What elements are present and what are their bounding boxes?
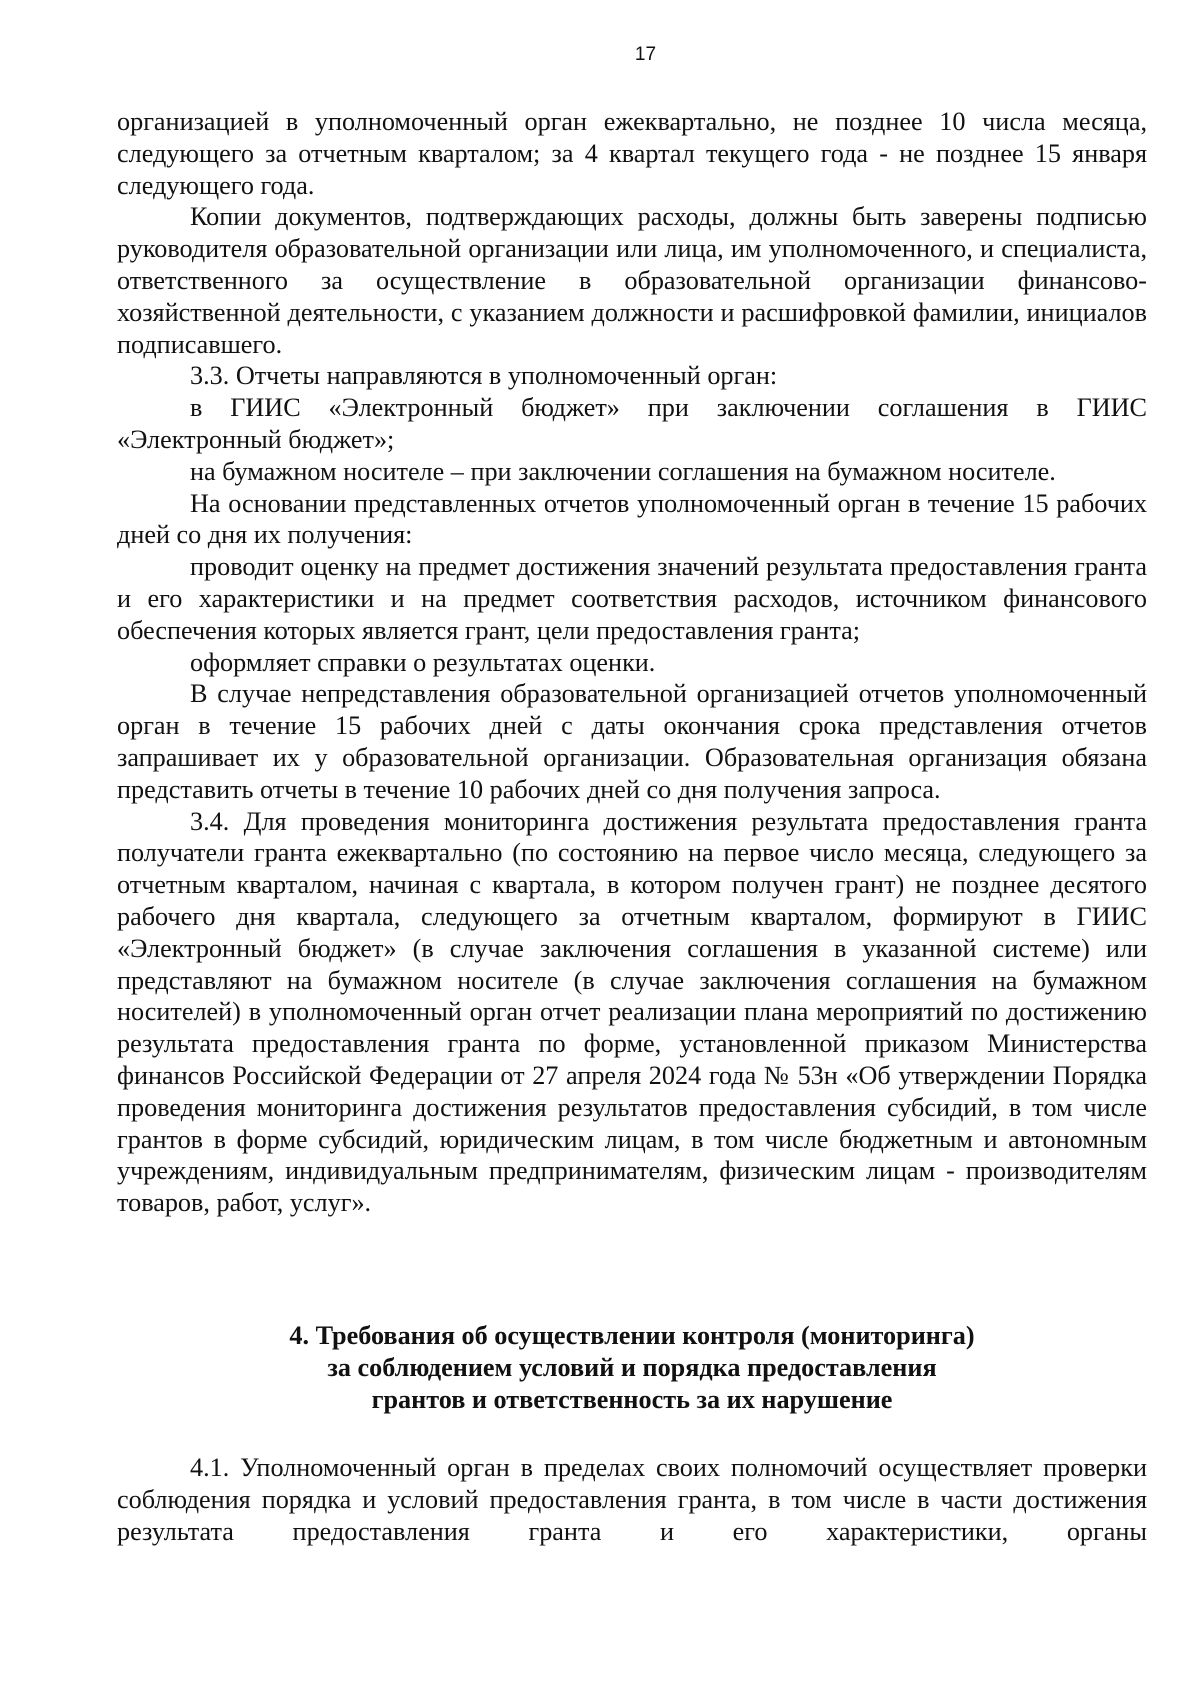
section-heading-line-3: грантов и ответственность за их нарушение — [371, 1385, 893, 1414]
section-4-heading — [117, 1320, 1147, 1416]
paragraph-copies: Копии документов, подтверждающих расходы, должны быть заверены подписью руководителя образовательной организации или лица, им уполномоченного, и специалиста, ответственного за осуществление в образовательной организации финансово-хозяйственной деятельности, с указанием должности и расшифровкой фамилии, инициалов подписавшего. — [117, 202, 1147, 359]
paragraph-giis: в ГИИС «Электронный бюджет» при заключении соглашения в ГИИС «Электронный бюджет»; — [117, 393, 1147, 454]
paragraph-3-3: 3.3. Отчеты направляются в уполномоченный орган: — [190, 361, 778, 391]
paragraph-basis: На основании представленных отчетов уполномоченный орган в течение 15 рабочих дней со дня их получения: — [117, 488, 1147, 550]
paragraph-4-1: 4.1. Уполномоченный орган в пределах своих полномочий осуществляет проверки соблюдения порядка и условий предоставления гранта, в том числе в части достижения результата предоставления гранта и его характеристики, органы — [117, 1453, 1147, 1546]
section-4-body — [117, 1452, 1147, 1547]
paragraph-3-4: 3.4. Для проведения мониторинга достижения результата предоставления гранта получатели гранта ежеквартально (по состоянию на первое число месяца, следующего за отчетным кварталом, начиная с квартала, в котором получен грант) не позднее десятого рабочего дня квартала, следующего за отчетным кварталом, формируют в ГИИС «Электронный бюджет» (в случае заключения соглашения в указанной системе) или представляют на бумажном носителе (в случае заключения соглашения на бумажном носителей) в уполномоченный орган отчет реализации плана мероприятий по достижению результата предоставления гранта по форме, установленной приказом Министерства финансов Российской Федерации от 27 апреля 2024 года № 53н «Об утверждении Порядка проведения мониторинга достижения результатов предоставления субсидий, в том числе грантов в форме субсидий, юридическим лицам, в том числе бюджетным и автономным учреждениям, индивидуальным предпринимателям, физическим лицам - производителям товаров, работ, услуг». — [117, 806, 1147, 1218]
paragraph-continuation: организацией в уполномоченный орган ежеквартально, не позднее 10 числа месяца, следующего за отчетным кварталом; за 4 квартал текущего года - не позднее 15 января следующего года. — [117, 107, 1147, 200]
section-heading-line-1: 4. Требования об осуществлении контроля (мониторинга) — [289, 1321, 975, 1350]
paragraph-certificates: оформляет справки о результатах оценки. — [190, 647, 656, 677]
paragraph-assessment: проводит оценку на предмет достижения значений результата предоставления гранта и его характеристики и на предмет соответствия расходов, источником финансового обеспечения которых является грант, цели предоставления гранта; — [117, 552, 1147, 645]
document-body — [117, 106, 1147, 1219]
paragraph-paper: на бумажном носителе – при заключении соглашения на бумажном носителе. — [190, 456, 1056, 486]
paragraph-nonsubmission: В случае непредставления образовательной организацией отчетов уполномоченный орган в течение 15 рабочих дней с даты окончания срока представления отчетов запрашивает их у образовательной организации. Образовательная организация обязана представить отчеты в течение 10 рабочих дней со дня получения запроса. — [117, 679, 1147, 804]
section-heading-line-2: за соблюдением условий и порядка предоставления — [327, 1353, 937, 1382]
page-number: 17 — [634, 44, 657, 65]
